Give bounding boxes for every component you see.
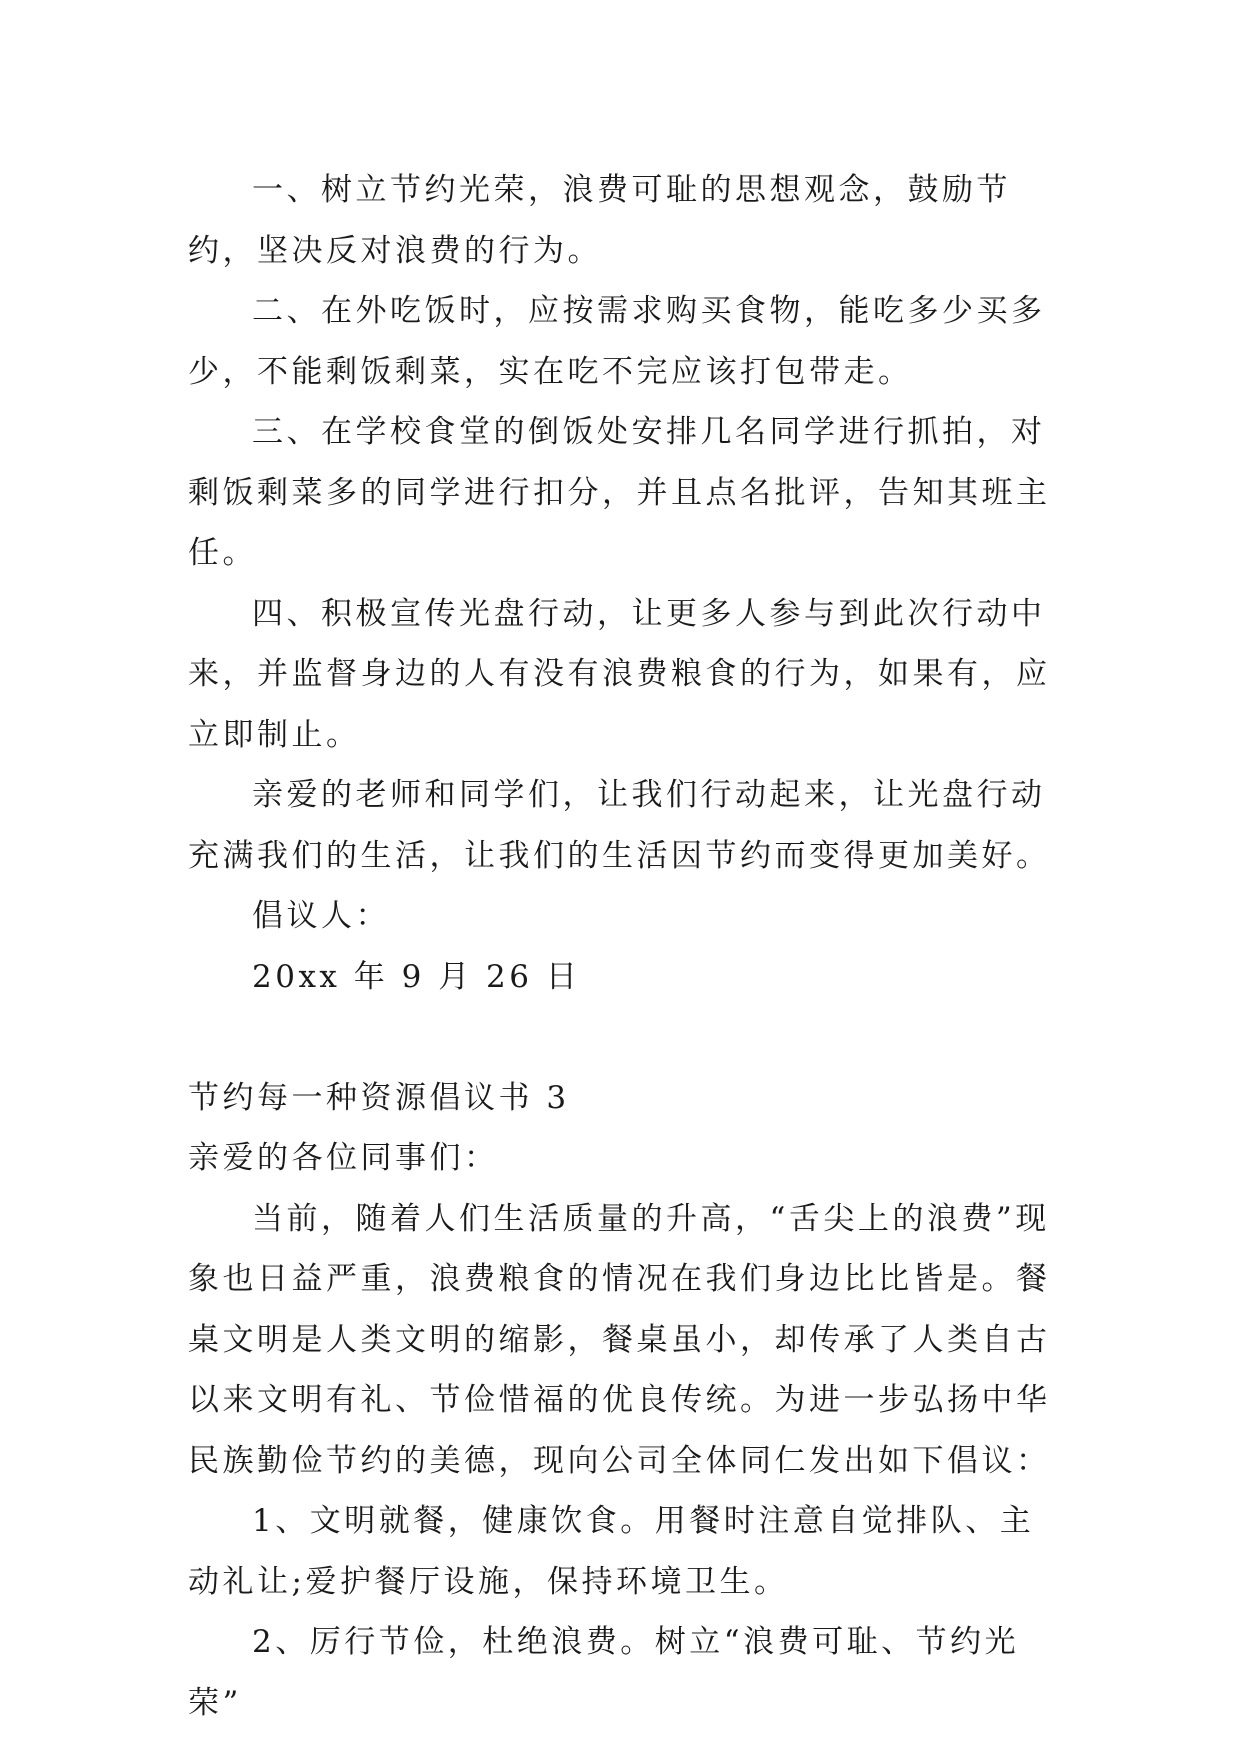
section-paragraph-intro: 当前，随着人们生活质量的升高，“舌尖上的浪费”现象也日益严重，浪费粮食的情况在我们身边比比皆是。餐桌文明是人类文明的缩影，餐桌虽小，却传承了人类自古以来文明有礼、节俭惜福的优良传统。为进一步弘扬中华民族勤俭节约的美德，现向公司全体同仁发出如下倡议： [188, 1200, 1051, 1479]
paragraph-item-3: 三、在学校食堂的倒饭处安排几名同学进行抓拍，对剩饭剩菜多的同学进行扣分，并且点名批评，告知其班主任。 [188, 414, 1051, 571]
paragraph-closing: 亲爱的老师和同学们，让我们行动起来，让光盘行动充满我们的生活，让我们的生活因节约而变得更加美好。 [188, 777, 1051, 874]
salutation: 亲爱的各位同事们： [188, 1140, 499, 1176]
date-line: 20xx 年 9 月 26 日 [252, 958, 581, 995]
section-paragraph-1: 1、文明就餐，健康饮食。用餐时注意自觉排队、主动礼让;爱护餐厅设施，保持环境卫生。 [188, 1503, 1035, 1600]
paragraph-item-4: 四、积极宣传光盘行动，让更多人参与到此次行动中来，并监督身边的人有没有浪费粮食的行为，如果有，应立即制止。 [188, 595, 1051, 753]
document-body [188, 160, 1068, 1733]
section-spacer [188, 1007, 1068, 1068]
paragraph-item-1: 一、树立节约光荣，浪费可耻的思想观念，鼓励节约，坚决反对浪费的行为。 [188, 172, 1011, 269]
section-paragraph-2: 2、厉行节俭，杜绝浪费。树立“浪费可耻、节约光荣” [188, 1624, 1020, 1721]
paragraph-item-2: 二、在外吃饭时，应按需求购买食物，能吃多少买多少，不能剩饭剩菜，实在吃不完应该打包带走。 [188, 293, 1046, 390]
section-title: 节约每一种资源倡议书 3 [188, 1079, 570, 1116]
signature-label: 倡议人： [252, 898, 390, 934]
